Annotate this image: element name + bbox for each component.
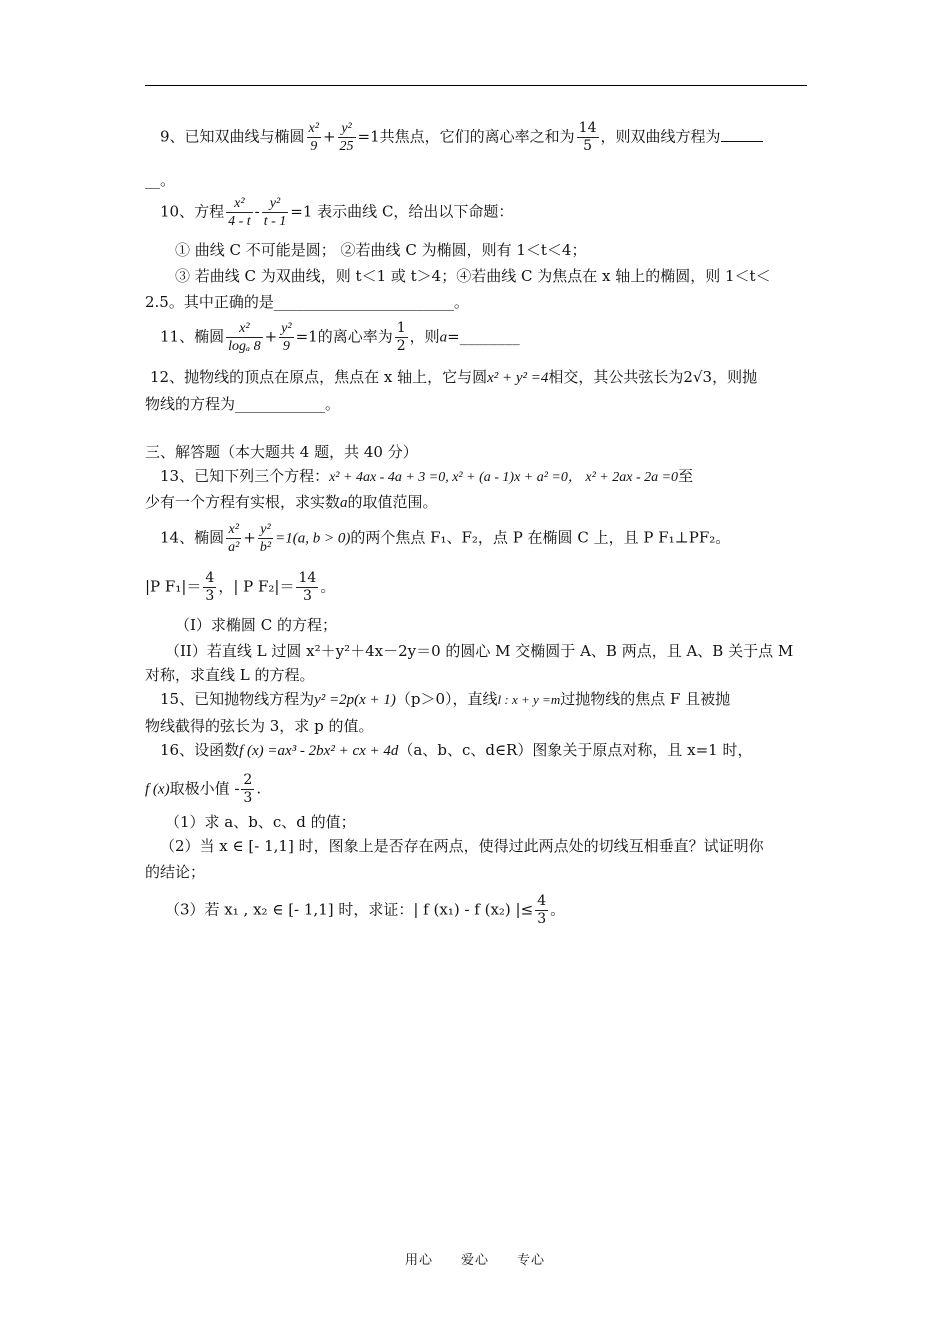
fraction: $\frac{\text{y²}}{9}$ <box>281 321 292 354</box>
section-heading: 三、解答题（本大题共 4 题，共 40 分） <box>145 443 418 461</box>
q14-part1: （I）求椭圆 C 的方程； <box>175 616 337 634</box>
fraction: $\frac{\text{y²}}{\text{b²}}$ <box>259 522 272 555</box>
question-9: 9、已知双曲线与椭圆 $\frac{\text{x²}}{9}$ + $\frac{\text{y²}}{25}$ =1共焦点，它们的离心率之和为 $\frac{14}{5}$ ，则双曲线方程为 <box>145 120 825 155</box>
q10-line3: ③ 若曲线 C 为双曲线，则 t＜1 或 t＞4；④若曲线 C 为焦点在 x 轴上的椭圆，则 1＜t＜ <box>175 267 771 285</box>
question-15: 15、已知抛物线方程为y² =2p(x + 1)（p＞0），直线l : x + y =m过抛物线的焦点 F 且被抛 <box>160 690 731 708</box>
q16-part1: （1）求 a、b、c、d 的值； <box>165 813 356 831</box>
fraction: $\frac{4}{3}$ <box>537 893 547 927</box>
fraction: $\frac{4}{3}$ <box>205 570 215 604</box>
fraction: $\frac{\text{y²}}{25}$ <box>339 121 354 154</box>
question-10: 10、方程 $\frac{\text{x²}}{4 - t}$ - $\frac{\text{y²}}{t - 1}$ =1 表示曲线 C，给出以下命题： <box>160 196 514 229</box>
q16-line2: f (x)取极小值 - $\frac{2}{3}$ . <box>145 772 262 806</box>
question-16: 16、设函数f (x) =ax³ - 2bx² + cx + 4d（a、b、c、d∈R）图象关于原点对称，且 x=1 时， <box>160 741 753 759</box>
fraction: $\frac{1}{2}$ <box>396 320 406 354</box>
q14-part2: （II）若直线 L 过圆 x²＋y²＋4x－2y＝0 的圆心 M 交椭圆于 A、B 两点，且 A、B 关于点 M <box>165 642 794 660</box>
q9-continuation: __。 <box>145 171 176 189</box>
q10-line2: ① 曲线 C 不可能是圆； ②若曲线 C 为椭圆，则有 1＜t＜4； <box>175 241 587 259</box>
q9-text: 9、已知双曲线与椭圆 <box>160 127 305 146</box>
question-11: 11、椭圆 $\frac{\text{x²}}{\text{logₐ 8}}$ + $\frac{\text{y²}}{9}$ =1的离心率为 $\frac{1}{2}$ ，则a=________ <box>160 320 520 354</box>
fraction: $\frac{\text{x²}}{\text{logₐ 8}}$ <box>228 321 261 354</box>
fraction: $\frac{2}{3}$ <box>243 772 253 806</box>
page-footer: 用心 爱心 专心 <box>404 1253 545 1268</box>
question-12: 12、抛物线的顶点在原点，焦点在 x 轴上，它与圆x² + y² =4相交，其公共弦长为2√3，则抛 <box>150 368 758 386</box>
fraction: $\frac{\text{y²}}{t - 1}$ <box>263 196 287 229</box>
q14-part2-cont: 对称，求直线 L 的方程。 <box>145 666 315 684</box>
fraction: $\frac{14}{5}$ <box>578 120 597 154</box>
q15-line2: 物线截得的弦长为 3，求 p 的值。 <box>145 717 374 735</box>
q16-part2: （2）当 x ∈ [- 1,1] 时，图象上是否存在两点，使得过此两点处的切线互相垂直？试证明你 <box>160 837 764 855</box>
q13-line2: 少有一个方程有实根，求实数a的取值范围。 <box>145 493 438 511</box>
q16-part2-cont: 的结论； <box>145 863 206 881</box>
fraction: $\frac{\text{x²}}{9}$ <box>308 121 319 154</box>
q16-part3: （3）若 x₁ , x₂ ∈ [- 1,1] 时，求证：| f (x₁) - f (x₂) |≤ $\frac{4}{3}$ 。 <box>165 893 566 927</box>
q14-line2: |P F₁|＝ $\frac{4}{3}$ ，| P F₂|＝ $\frac{14}{3}$ 。 <box>145 570 336 604</box>
fraction: $\frac{14}{3}$ <box>298 570 317 604</box>
answer-blank[interactable] <box>721 127 763 142</box>
q12-line2: 物线的方程为____________。 <box>145 395 341 413</box>
fraction: $\frac{\text{x²}}{4 - t}$ <box>228 196 251 229</box>
question-14: 14、椭圆 $\frac{\text{x²}}{\text{a²}}$ + $\frac{\text{y²}}{\text{b²}}$ =1(a, b > 0)的两个焦点 F₁、F₂，点 P 在椭圆 C 上，且 P F₁⊥PF₂。 <box>160 522 731 555</box>
q10-line4: 2.5。其中正确的是________________________。 <box>145 293 469 311</box>
fraction: $\frac{\text{x²}}{\text{a²}}$ <box>228 522 240 555</box>
question-13: 13、已知下列三个方程：x² + 4ax - 4a + 3 =0, x² + (a - 1)x + a² =0， x² + 2ax - 2a =0至 <box>160 467 694 485</box>
header-rule <box>145 85 807 86</box>
